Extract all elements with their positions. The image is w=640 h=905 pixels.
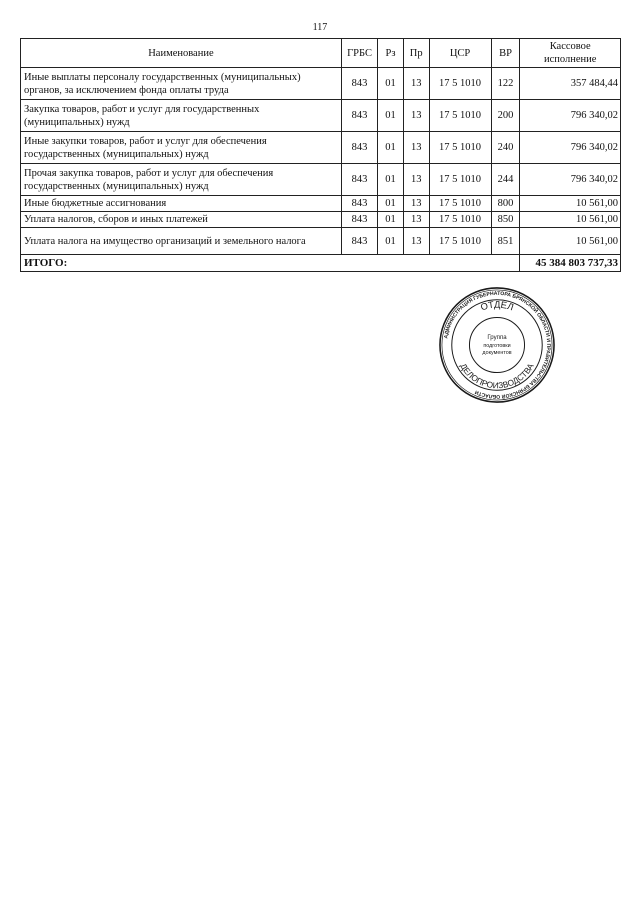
row-rz: 01 bbox=[378, 164, 404, 196]
table-row bbox=[21, 212, 621, 228]
total-label: ИТОГО: bbox=[21, 255, 520, 272]
row-rz: 01 bbox=[378, 68, 404, 100]
row-csr: 17 5 1010 bbox=[429, 100, 491, 132]
row-rz: 01 bbox=[378, 132, 404, 164]
row-name: Прочая закупка товаров, работ и услуг для обеспечения государственных (муниципальных) нужд bbox=[21, 164, 342, 196]
table-row bbox=[21, 196, 621, 212]
row-grbs: 843 bbox=[341, 196, 377, 212]
row-vr: 240 bbox=[491, 132, 520, 164]
row-vr: 122 bbox=[491, 68, 520, 100]
row-amount: 10 561,00 bbox=[520, 228, 621, 255]
table-row bbox=[21, 100, 621, 132]
row-csr: 17 5 1010 bbox=[429, 228, 491, 255]
row-pr: 13 bbox=[403, 228, 429, 255]
row-vr: 800 bbox=[491, 196, 520, 212]
row-name: Закупка товаров, работ и услуг для государственных (муниципальных) нужд bbox=[21, 100, 342, 132]
row-csr: 17 5 1010 bbox=[429, 212, 491, 228]
row-vr: 850 bbox=[491, 212, 520, 228]
table-row bbox=[21, 228, 621, 255]
row-grbs: 843 bbox=[341, 100, 377, 132]
row-vr: 244 bbox=[491, 164, 520, 196]
table-header-row bbox=[21, 39, 621, 68]
row-rz: 01 bbox=[378, 196, 404, 212]
header-rz: Рз bbox=[378, 39, 404, 68]
row-grbs: 843 bbox=[341, 132, 377, 164]
row-name: Уплата налогов, сборов и иных платежей bbox=[21, 212, 342, 228]
header-pr: Пр bbox=[403, 39, 429, 68]
row-amount: 10 561,00 bbox=[520, 212, 621, 228]
row-amount: 357 484,44 bbox=[520, 68, 621, 100]
row-csr: 17 5 1010 bbox=[429, 164, 491, 196]
row-name: Уплата налога на имущество организаций и земельного налога bbox=[21, 228, 342, 255]
row-name: Иные выплаты персоналу государственных (муниципальных) органов, за исключением фонда оплаты труда bbox=[21, 68, 342, 100]
table-row bbox=[21, 132, 621, 164]
row-pr: 13 bbox=[403, 196, 429, 212]
row-grbs: 843 bbox=[341, 212, 377, 228]
row-pr: 13 bbox=[403, 68, 429, 100]
row-csr: 17 5 1010 bbox=[429, 68, 491, 100]
row-csr: 17 5 1010 bbox=[429, 132, 491, 164]
header-vr: ВР bbox=[491, 39, 520, 68]
stamp-center-line-2: подготовки bbox=[483, 342, 511, 349]
row-pr: 13 bbox=[403, 212, 429, 228]
header-csr: ЦСР bbox=[429, 39, 491, 68]
row-pr: 13 bbox=[403, 164, 429, 196]
stamp-outer-text: АДМИНИСТРАЦИЯ ГУБЕРНАТОРА БРЯНСКОЙ ОБЛАСТИ И ПРАВИТЕЛЬСТВА БРЯНСКОЙ ОБЛАСТИ bbox=[443, 290, 552, 400]
total-row bbox=[21, 255, 621, 272]
row-name: Иные закупки товаров, работ и услуг для обеспечения государственных (муниципальных) нужд bbox=[21, 132, 342, 164]
row-grbs: 843 bbox=[341, 164, 377, 196]
stamp-center-line-1: Группа bbox=[487, 334, 507, 342]
row-rz: 01 bbox=[378, 212, 404, 228]
row-vr: 851 bbox=[491, 228, 520, 255]
row-rz: 01 bbox=[378, 100, 404, 132]
table-row bbox=[21, 164, 621, 196]
table-row bbox=[21, 68, 621, 100]
row-grbs: 843 bbox=[341, 228, 377, 255]
header-name: Наименование bbox=[21, 39, 342, 68]
row-pr: 13 bbox=[403, 100, 429, 132]
page-number: 117 bbox=[312, 22, 328, 33]
budget-table bbox=[20, 38, 621, 272]
row-grbs: 843 bbox=[341, 68, 377, 100]
row-pr: 13 bbox=[403, 132, 429, 164]
stamp-inner-text bbox=[479, 300, 514, 313]
row-name: Иные бюджетные ассигнования bbox=[21, 196, 342, 212]
row-amount: 796 340,02 bbox=[520, 132, 621, 164]
header-amount: Кассовое исполнение bbox=[520, 39, 621, 68]
row-amount: 796 340,02 bbox=[520, 100, 621, 132]
row-rz: 01 bbox=[378, 228, 404, 255]
stamp-inner-word-bottom: ДЕЛОПРОИЗВОДСТВА bbox=[458, 361, 536, 391]
header-grbs: ГРБС bbox=[341, 39, 377, 68]
stamp-inner-word-top: ОТДЕЛ bbox=[479, 299, 515, 313]
stamp-center-line-3: документов bbox=[482, 349, 512, 356]
row-vr: 200 bbox=[491, 100, 520, 132]
official-stamp bbox=[438, 286, 556, 404]
row-amount: 10 561,00 bbox=[520, 196, 621, 212]
row-csr: 17 5 1010 bbox=[429, 196, 491, 212]
total-amount: 45 384 803 737,33 bbox=[520, 255, 621, 272]
row-amount: 796 340,02 bbox=[520, 164, 621, 196]
